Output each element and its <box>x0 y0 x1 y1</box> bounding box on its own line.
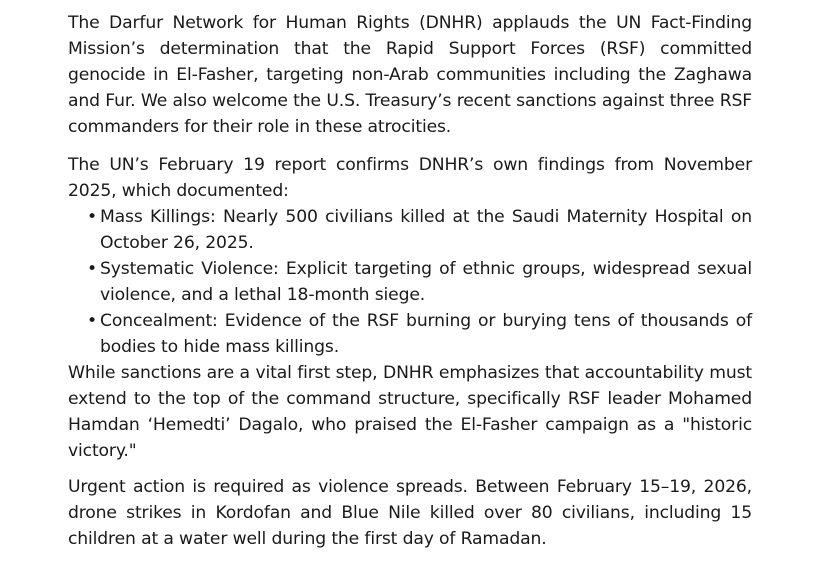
bullet-icon: • <box>87 311 97 331</box>
bullet-icon: • <box>87 259 97 279</box>
article-body <box>68 10 752 552</box>
findings-list <box>68 204 752 360</box>
paragraph-accountability: While sanctions are a vital first step, DNHR emphasizes that accountability must extend to the top of the command structure, specifically RSF leader Mohamed Hamdan ‘Hemedti’ Dagalo, who praised the El-Fasher campaign as a "historic victory." <box>68 363 752 461</box>
list-item-mass-killings <box>87 204 752 256</box>
list-item-text: Systematic Violence: Explicit targeting of ethnic groups, widespread sexual violence, and a lethal 18-month siege. <box>100 259 752 305</box>
list-item-systematic-violence <box>87 256 752 308</box>
list-item-text: Mass Killings: Nearly 500 civilians killed at the Saudi Maternity Hospital on October 26, 2025. <box>100 207 752 253</box>
paragraph-intro: The Darfur Network for Human Rights (DNHR) applauds the UN Fact-Finding Mission’s determination that the Rapid Support Forces (RSF) committed genocide in El-Fasher, targeting non-Arab communities including the Zaghawa and Fur. We also welcome the U.S. Treasury’s recent sanctions against three RSF commanders for their role in these atrocities. <box>68 13 752 137</box>
bullet-icon: • <box>87 207 97 227</box>
list-item-text: Concealment: Evidence of the RSF burning or burying tens of thousands of bodies to hide mass killings. <box>100 311 752 357</box>
paragraph-urgent-action: Urgent action is required as violence spreads. Between February 15–19, 2026, drone strikes in Kordofan and Blue Nile killed over 80 civilians, including 15 children at a water well during the first day of Ramadan. <box>68 477 752 549</box>
list-item-concealment <box>87 308 752 360</box>
paragraph-report: The UN’s February 19 report confirms DNHR’s own findings from November 2025, which documented: <box>68 155 752 201</box>
